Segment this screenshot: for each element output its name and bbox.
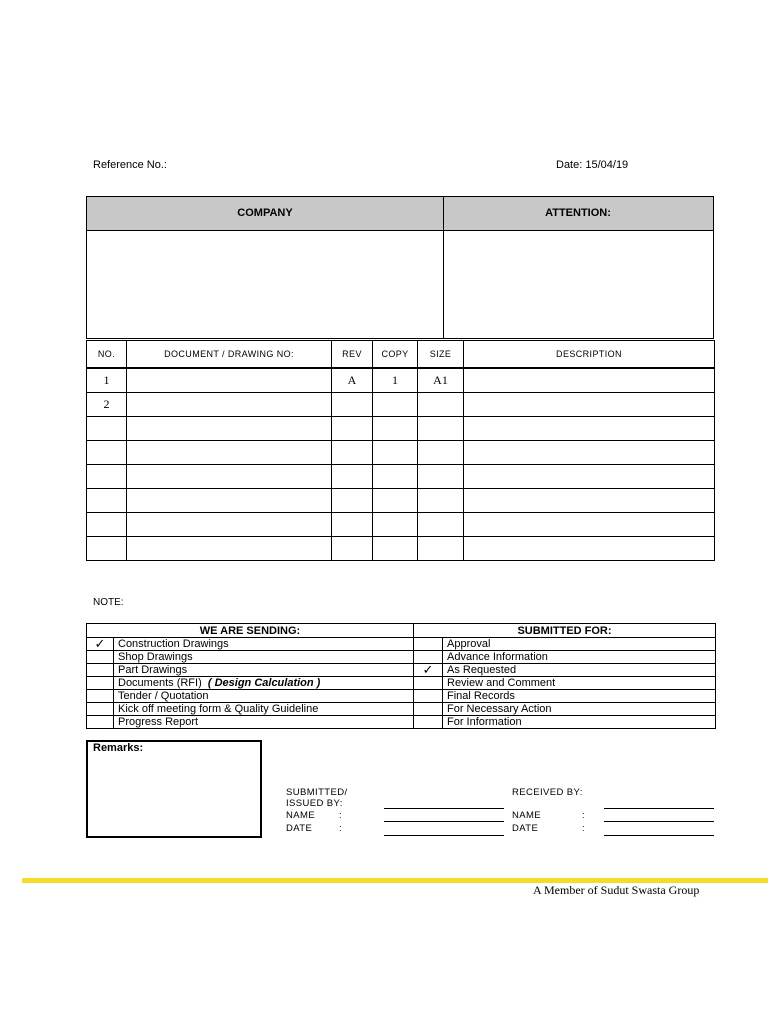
row-no	[87, 489, 127, 513]
sending-row	[87, 690, 716, 703]
row-drawing[interactable]	[127, 489, 332, 513]
checkbox-for-information[interactable]	[414, 716, 443, 729]
table-row	[87, 441, 715, 465]
row-description[interactable]	[464, 489, 715, 513]
row-drawing[interactable]	[127, 513, 332, 537]
option-label: Kick off meeting form & Quality Guideline	[114, 703, 414, 716]
received-date-line[interactable]	[604, 835, 714, 836]
company-field[interactable]	[88, 231, 442, 337]
table-row	[87, 513, 715, 537]
row-copy[interactable]: 1	[373, 368, 418, 393]
check-icon: ✓	[94, 637, 106, 651]
checkbox-progress-report[interactable]	[87, 716, 114, 729]
row-size[interactable]	[418, 465, 464, 489]
checkbox-approval[interactable]	[414, 638, 443, 651]
date-field	[556, 159, 628, 171]
sending-table-header	[87, 624, 716, 638]
sending-row	[87, 677, 716, 690]
option-label-documents	[114, 677, 414, 690]
attention-label: ATTENTION:	[545, 207, 611, 219]
column-header-drawing-no: DOCUMENT / DRAWING NO:	[127, 341, 332, 369]
checkbox-tender-quotation[interactable]	[87, 690, 114, 703]
company-label: COMPANY	[237, 207, 293, 219]
submitted-name-colon: :	[339, 810, 342, 821]
row-size[interactable]	[418, 537, 464, 561]
option-label: Advance Information	[443, 651, 716, 664]
submitted-for-header: SUBMITTED FOR:	[414, 624, 716, 638]
row-no	[87, 513, 127, 537]
option-label: For Information	[443, 716, 716, 729]
received-by-label: RECEIVED BY:	[512, 787, 583, 798]
member-text: A Member of Sudut Swasta Group	[533, 883, 700, 897]
row-no	[87, 465, 127, 489]
column-header-rev: REV	[332, 341, 373, 369]
row-rev[interactable]	[332, 393, 373, 417]
row-description[interactable]	[464, 368, 715, 393]
checkbox-construction-drawings[interactable]	[87, 638, 114, 651]
table-row	[87, 368, 715, 393]
checkbox-shop-drawings[interactable]	[87, 651, 114, 664]
option-label: Review and Comment	[443, 677, 716, 690]
remarks-box[interactable]	[86, 740, 262, 838]
remarks-label: Remarks:	[93, 742, 144, 754]
checkbox-necessary-action[interactable]	[414, 703, 443, 716]
row-description[interactable]	[464, 441, 715, 465]
row-size[interactable]: A1	[418, 368, 464, 393]
row-drawing[interactable]	[127, 393, 332, 417]
row-drawing[interactable]	[127, 465, 332, 489]
checkbox-as-requested[interactable]	[414, 664, 443, 677]
submitted-name-label: NAME	[286, 810, 316, 821]
we-are-sending-header: WE ARE SENDING:	[87, 624, 414, 638]
row-drawing[interactable]	[127, 368, 332, 393]
row-size[interactable]	[418, 513, 464, 537]
column-header-no: NO.	[87, 341, 127, 369]
submitted-by-label	[286, 787, 348, 809]
document-table-header	[87, 341, 715, 369]
row-size[interactable]	[418, 441, 464, 465]
row-copy[interactable]	[373, 489, 418, 513]
received-signature-line[interactable]	[604, 808, 714, 809]
sending-row	[87, 664, 716, 677]
option-label: Progress Report	[114, 716, 414, 729]
row-drawing[interactable]	[127, 441, 332, 465]
received-date-colon: :	[582, 823, 585, 834]
row-copy[interactable]	[373, 513, 418, 537]
row-no: 1	[87, 368, 127, 393]
option-label: Shop Drawings	[114, 651, 414, 664]
column-header-size: SIZE	[418, 341, 464, 369]
row-no	[87, 441, 127, 465]
recipient-divider	[443, 197, 444, 338]
column-header-copy: COPY	[373, 341, 418, 369]
option-label: Tender / Quotation	[114, 690, 414, 703]
option-label: Part Drawings	[114, 664, 414, 677]
submitted-label-line1: SUBMITTED/	[286, 787, 348, 798]
checkbox-advance-information[interactable]	[414, 651, 443, 664]
option-extra: ( Design Calculation )	[207, 677, 321, 689]
sending-row	[87, 651, 716, 664]
checkbox-part-drawings[interactable]	[87, 664, 114, 677]
row-drawing[interactable]	[127, 417, 332, 441]
table-row	[87, 537, 715, 561]
checkbox-review-and-comment[interactable]	[414, 677, 443, 690]
row-copy[interactable]	[373, 465, 418, 489]
row-rev[interactable]	[332, 537, 373, 561]
reference-label: Reference No.:	[93, 159, 167, 171]
submitted-name-line[interactable]	[384, 821, 504, 822]
row-copy[interactable]	[373, 441, 418, 465]
sending-row	[87, 703, 716, 716]
received-name-label: NAME	[512, 810, 542, 821]
sending-row	[87, 638, 716, 651]
row-description[interactable]	[464, 393, 715, 417]
document-table	[86, 340, 715, 561]
option-label: Documents (RFI)	[118, 677, 202, 689]
sending-row	[87, 716, 716, 729]
row-no	[87, 537, 127, 561]
checkbox-documents-rfi[interactable]	[87, 677, 114, 690]
row-description[interactable]	[464, 465, 715, 489]
row-description[interactable]	[464, 417, 715, 441]
received-name-line[interactable]	[604, 821, 714, 822]
submitted-date-colon: :	[339, 823, 342, 834]
submitted-date-line[interactable]	[384, 835, 504, 836]
row-rev[interactable]	[332, 441, 373, 465]
row-rev[interactable]: A	[332, 368, 373, 393]
row-drawing[interactable]	[127, 537, 332, 561]
row-size[interactable]	[418, 393, 464, 417]
row-rev[interactable]	[332, 417, 373, 441]
table-row	[87, 417, 715, 441]
submitted-signature-line[interactable]	[384, 808, 504, 809]
option-label: For Necessary Action	[443, 703, 716, 716]
table-row	[87, 489, 715, 513]
row-no	[87, 417, 127, 441]
row-copy[interactable]	[373, 537, 418, 561]
row-size[interactable]	[418, 417, 464, 441]
check-icon: ✓	[422, 663, 434, 677]
recipient-header	[87, 197, 713, 231]
submitted-label-line2: ISSUED BY:	[286, 798, 343, 809]
row-no: 2	[87, 393, 127, 417]
option-label: Final Records	[443, 690, 716, 703]
date-value: 15/04/19	[585, 159, 629, 171]
received-name-colon: :	[582, 810, 585, 821]
checkbox-kick-off-meeting[interactable]	[87, 703, 114, 716]
option-label: Construction Drawings	[114, 638, 414, 651]
checkbox-final-records[interactable]	[414, 690, 443, 703]
row-copy[interactable]	[373, 417, 418, 441]
attention-field[interactable]	[445, 231, 712, 337]
table-row	[87, 393, 715, 417]
column-header-description: DESCRIPTION	[464, 341, 715, 369]
row-size[interactable]	[418, 489, 464, 513]
row-rev[interactable]	[332, 465, 373, 489]
note-label: NOTE:	[93, 597, 124, 608]
row-rev[interactable]	[332, 513, 373, 537]
option-label: Approval	[443, 638, 716, 651]
table-row	[87, 465, 715, 489]
option-label: As Requested	[443, 664, 716, 677]
row-rev[interactable]	[332, 489, 373, 513]
row-description[interactable]	[464, 513, 715, 537]
received-date-label: DATE	[512, 823, 539, 834]
sending-table	[86, 623, 716, 729]
row-description[interactable]	[464, 537, 715, 561]
date-label: Date:	[556, 159, 583, 171]
submitted-date-label: DATE	[286, 823, 313, 834]
row-copy[interactable]	[373, 393, 418, 417]
